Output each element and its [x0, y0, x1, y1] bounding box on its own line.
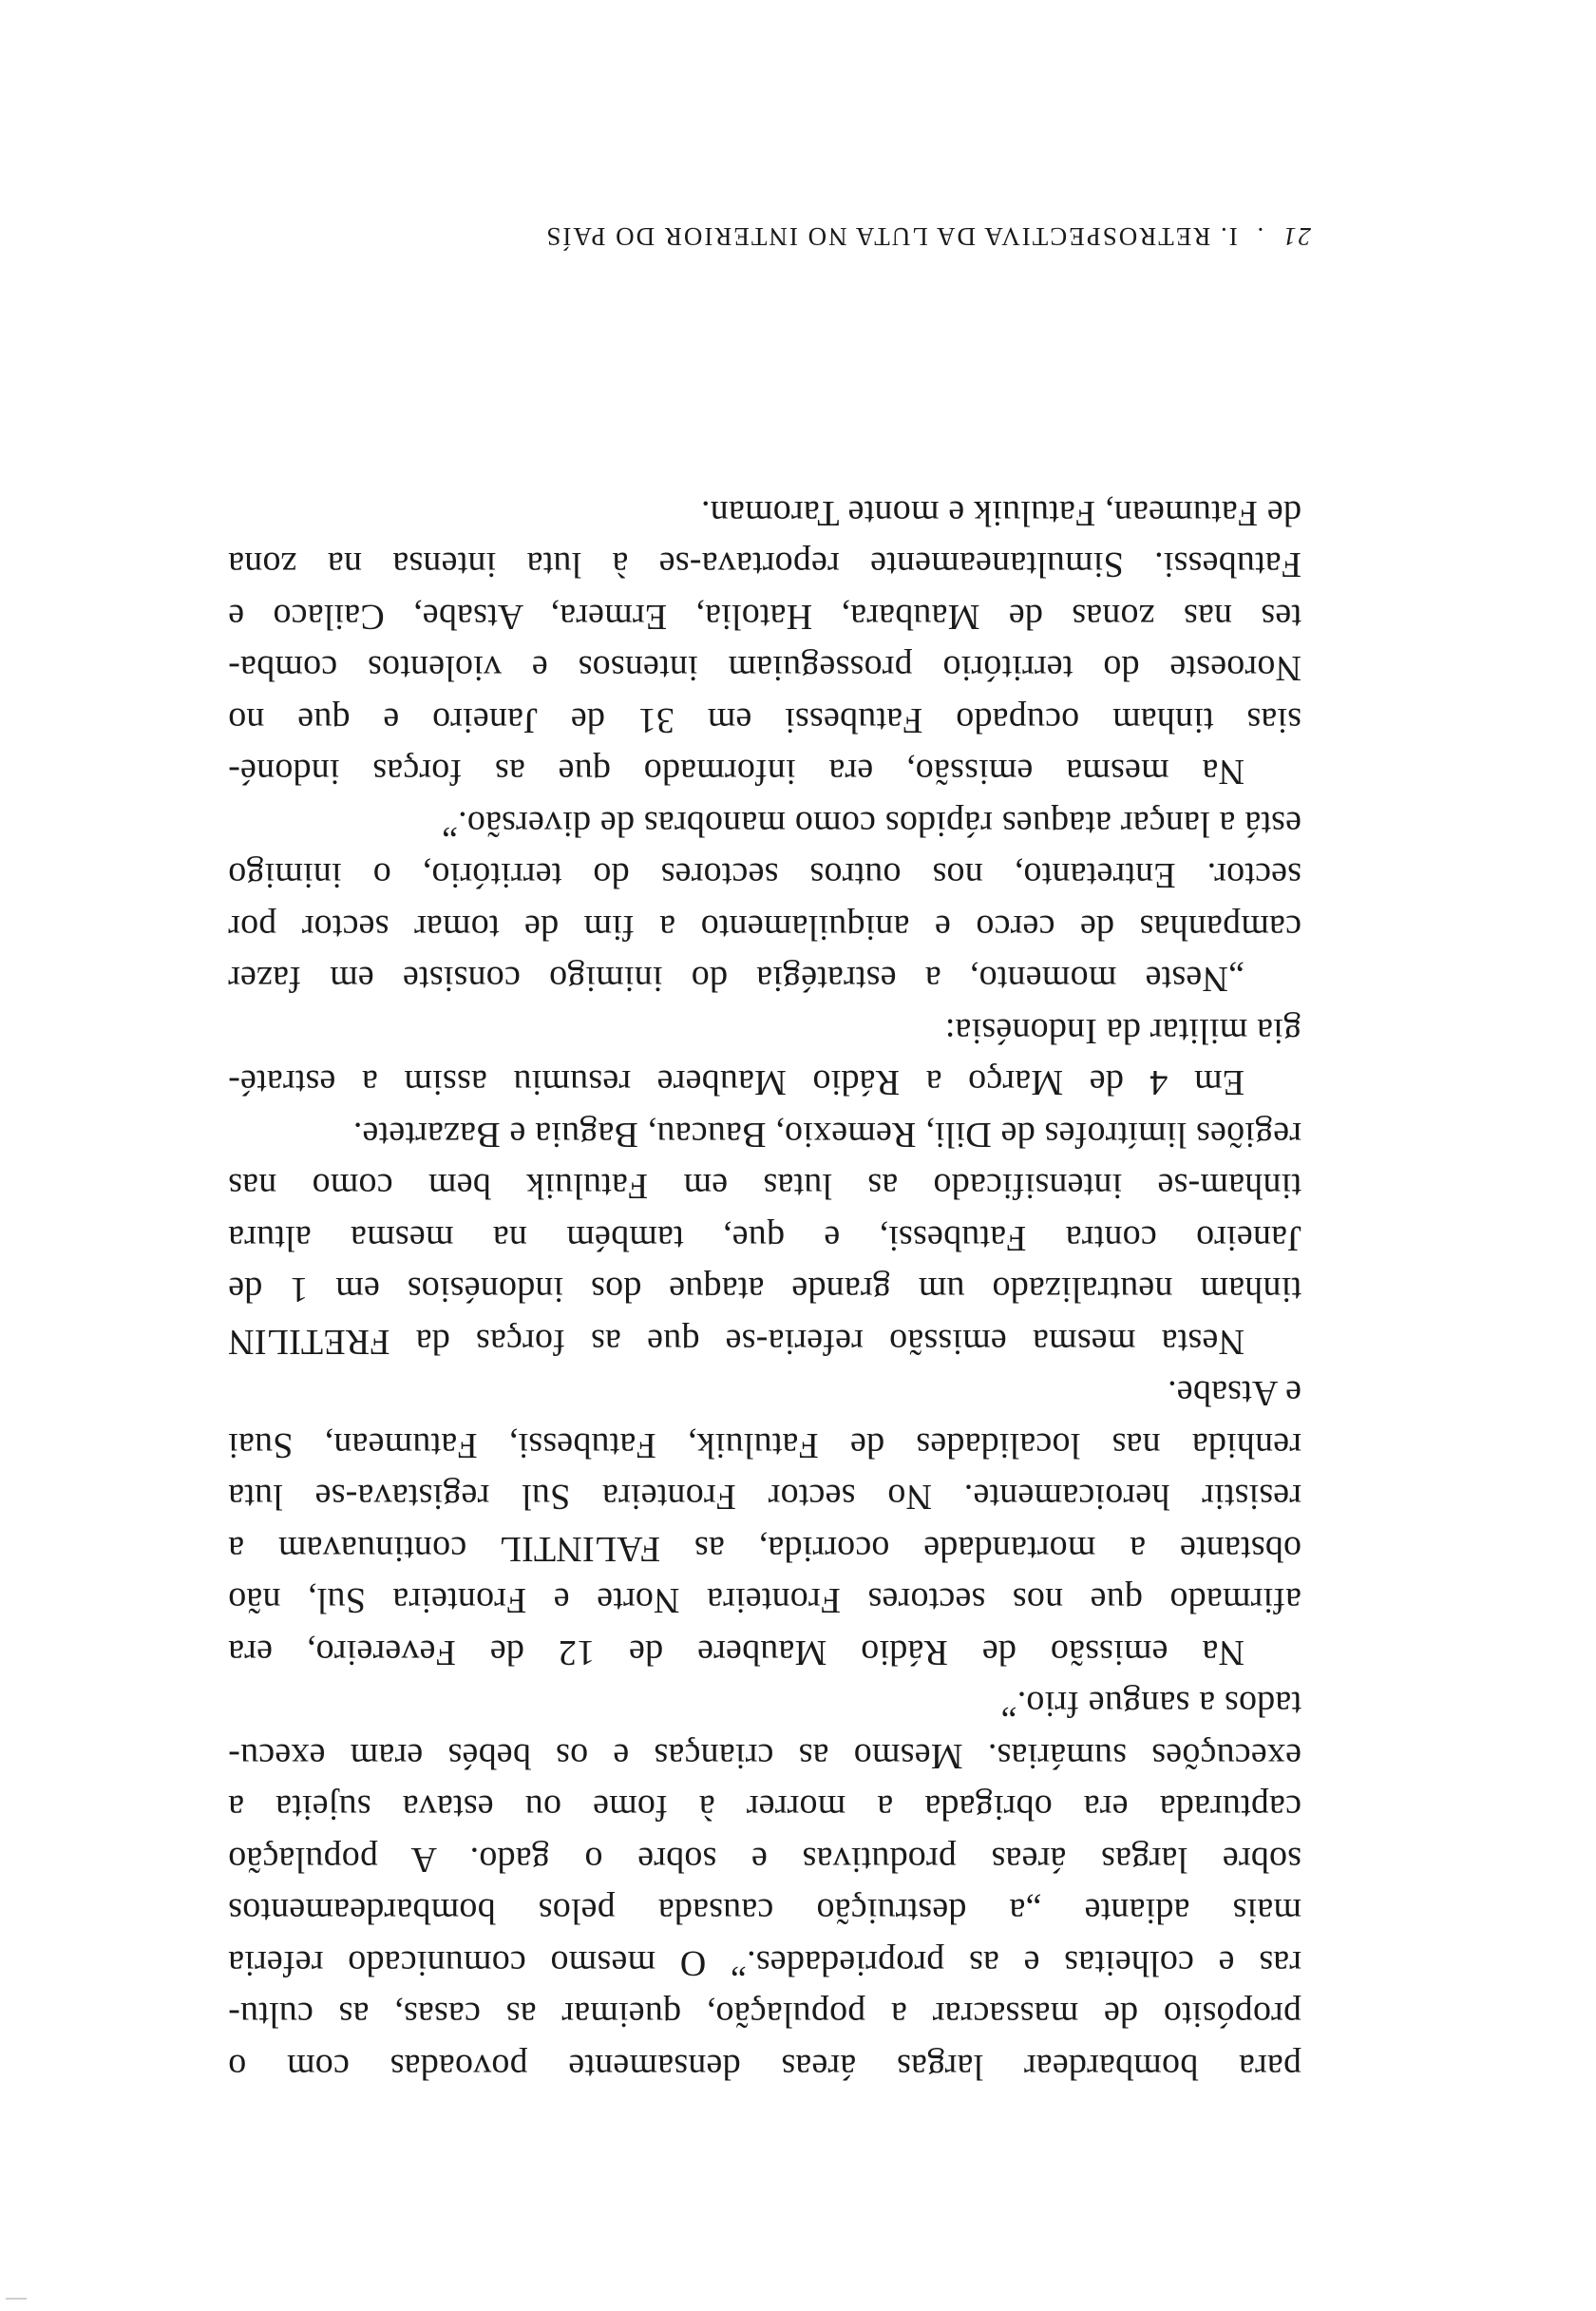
text-line: está a lançar ataques rápidos como manobras de diversão.” — [441, 804, 1302, 844]
text-line: sobre largas áreas produtivas e sobre o gado. A população — [228, 1840, 1302, 1880]
text-line: sias tinham ocupado Fatubessi em 31 de Janeiro e que no — [228, 700, 1302, 740]
text-line: ras e colheitas e as propriedades.” O mesmo comunicado referia — [228, 1943, 1302, 1983]
text-line: Na emissão de Rádio Maubere de 12 de Fevereiro, era — [228, 1633, 1244, 1672]
text-line: e Atsabe. — [1167, 1373, 1302, 1414]
text-line: execuções sumárias. Mesmo as crianças e os bebés eram execu- — [228, 1736, 1302, 1776]
page-number: 21 — [1282, 222, 1311, 251]
text-line: tes nas zonas de Maubara, Hatolia, Ermera, Atsabe, Cailaco e — [228, 597, 1302, 637]
text-line: Fatubessi. Simultaneamente reportava-se à luta intensa na zona — [228, 544, 1302, 585]
text-line: renhida nas localidades de Fatuluik, Fatubessi, Fatumean, Suai — [228, 1425, 1302, 1465]
running-head — [228, 221, 1311, 251]
chapter-title: I. RETROSPECTIVA DA LUTA NO INTERIOR DO PAÍS — [544, 222, 1238, 251]
text-line: campanhas de cerco e aniquilamento a fim de tomar sector por — [228, 907, 1302, 947]
text-line: resistir heroicamente. No sector Fronteira Sul registava-se luta — [228, 1477, 1302, 1518]
text-line: gia militar da Indonésia: — [944, 1011, 1302, 1051]
scan-edge-mark — [6, 2298, 27, 2300]
text-line: Em 4 de Março a Rádio Maubere resumiu assim a estraté- — [228, 1062, 1244, 1103]
body-text — [228, 487, 1302, 2093]
text-line: sector. Entretanto, nos outros sectores do território, o inimigo — [228, 855, 1302, 896]
text-line: tinham-se intensificado as lutas em Fatuluik bem como nas — [228, 1166, 1302, 1207]
text-line: de Fatumean, Fatuluik e monte Taroman. — [700, 493, 1302, 533]
text-line: tados a sangue frio.” — [1000, 1684, 1302, 1725]
text-line: afirmado que nos sectores Fronteira Norte e Fronteira Sul, não — [228, 1580, 1302, 1621]
running-head-separator: . — [1255, 222, 1264, 251]
text-line: Noroeste do território prosseguiam intensos e violentos comba- — [228, 648, 1302, 689]
text-line: propósito de massacrar a população, queimar as casas, as cultu- — [228, 1995, 1302, 2035]
text-line: mais adiante „a destruição causada pelos bombardeamentos — [228, 1891, 1302, 1932]
text-line: „Neste momento, a estratégia do inimigo consiste em fazer — [228, 959, 1244, 1000]
text-line: obstante a mortandade ocorrida, as FALINTIL continuavam a — [228, 1529, 1302, 1569]
text-line: Nesta mesma emissão referia-se que as forças da FRETILIN — [228, 1322, 1244, 1362]
text-line: Janeiro contra Fatubessi, e que, também na mesma altura — [228, 1218, 1302, 1258]
text-line: para bombardear largas áreas densamente povoadas com o — [228, 2047, 1302, 2087]
text-line: tinham neutralizado um grande ataque dos indonésios em 1 de — [228, 1270, 1302, 1310]
text-line: Na mesma emissão, era informado que as forças indoné- — [228, 752, 1244, 793]
text-line: capturada era obrigada a morrer à fome ou estava sujeita a — [228, 1787, 1302, 1828]
text-line: regiões limítrofes de Dili, Remexio, Baucau, Baguia e Bazartete. — [352, 1115, 1302, 1155]
